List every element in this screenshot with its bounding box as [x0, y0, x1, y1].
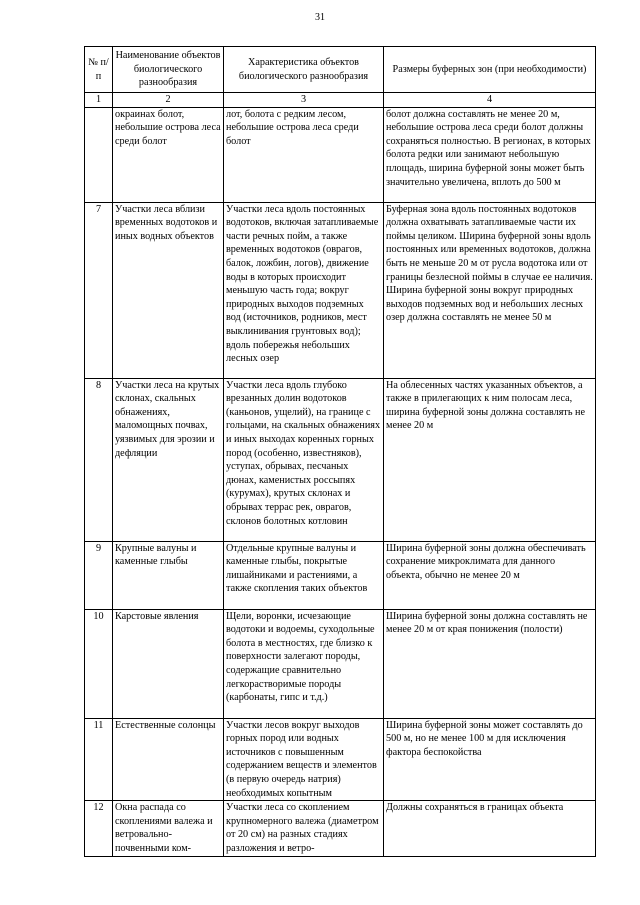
row-object-name: Участки леса на крутых склонах, скальных обнажениях, маломощных почвах, уязвимых для эрозии и дефляции [113, 378, 224, 541]
row-number: 7 [85, 202, 113, 378]
row-object-name: Крупные валуны и каменные глыбы [113, 541, 224, 609]
row-buffer-size: На облесенных частях указанных объектов, а также в прилегающих к ним полосам леса, ширина буферной зоны должна составлять не менее 20 м [384, 378, 596, 541]
table-row [85, 801, 596, 856]
table-row [85, 541, 596, 609]
row-object-name: окраинах болот, небольшие острова леса среди болот [113, 107, 224, 202]
table-row [85, 609, 596, 718]
row-number: 11 [85, 718, 113, 801]
row-characteristic: Щели, воронки, исчезающие водотоки и водоемы, суходольные болота в местностях, где близко к поверхности залегают породы, содержащие сравнительно легкорастворимые породы (карбонаты, гипс и т.д.) [224, 609, 384, 718]
row-buffer-size: Ширина буферной зоны должна обеспечивать сохранение микроклимата для данного объекта, обычно не менее 20 м [384, 541, 596, 609]
table-row [85, 718, 596, 801]
column-number: 1 [85, 93, 113, 108]
header-characteristic: Характеристика объектов биологического разнообразия [224, 47, 384, 93]
column-number-row [85, 93, 596, 108]
row-characteristic: лот, болота с редким лесом, небольшие острова леса среди болот [224, 107, 384, 202]
row-number: 8 [85, 378, 113, 541]
row-number [85, 107, 113, 202]
header-object-name: Наименование объектов биологического разнообразия [113, 47, 224, 93]
page-number: 31 [315, 12, 325, 23]
biodiversity-table [84, 46, 596, 857]
row-object-name: Окна распада со скоплениями валежа и ветровально-почвенными ком- [113, 801, 224, 856]
table-row [85, 107, 596, 202]
column-number: 4 [384, 93, 596, 108]
row-buffer-size: Буферная зона вдоль постоянных водотоков должна охватывать затапливаемые части их поймы целиком. Ширина буферной зоны вдоль постоянных или временных водотоков, должна быть не меньше 20 м от русла водотока или от границы безлесной поймы в случае ее наличия. Ширина буферной зоны вокруг природных выходов подземных вод и небольших лесных озер должна составлять не менее 50 м [384, 202, 596, 378]
column-number: 2 [113, 93, 224, 108]
column-number: 3 [224, 93, 384, 108]
table-row [85, 202, 596, 378]
row-characteristic: Участки леса со скоплением крупномерного валежа (диаметром от 20 см) на разных стадиях разложения и ветро- [224, 801, 384, 856]
row-buffer-size: Должны сохраняться в границах объекта [384, 801, 596, 856]
row-object-name: Участки леса вблизи временных водотоков и иных водных объектов [113, 202, 224, 378]
row-number: 12 [85, 801, 113, 856]
row-buffer-size: болот должна составлять не менее 20 м, небольшие острова леса среди болот должны сохраняться полностью. В регионах, в которых болота редки или занимают небольшую площадь, ширина буферной зоны может быть значительно увеличена, вплоть до 500 м [384, 107, 596, 202]
row-buffer-size: Ширина буферной зоны должна составлять не менее 20 м от края понижения (полости) [384, 609, 596, 718]
table-row [85, 378, 596, 541]
header-number: № п/п [85, 47, 113, 93]
row-characteristic: Участки леса вдоль глубоко врезанных долин водотоков (каньонов, ущелий), на границе с гольцами, на скальных обнажениях и иных выходах коренных горных пород (особенно, известняков), уступах, обрывах, песчаных дюнах, каменистых россыпях (курумах), крутых склонах и обрывах террас рек, оврагов, склонов болотных котловин [224, 378, 384, 541]
row-characteristic: Участки лесов вокруг выходов горных пород или водных источников с повышенным содержанием веществ и элементов (в первую очередь натрия) необходимых копытным [224, 718, 384, 801]
row-characteristic: Отдельные крупные валуны и каменные глыбы, покрытые лишайниками и растениями, а также скопления таких объектов [224, 541, 384, 609]
row-object-name: Карстовые явления [113, 609, 224, 718]
row-buffer-size: Ширина буферной зоны может составлять до 500 м, но не менее 100 м для исключения фактора беспокойства [384, 718, 596, 801]
table-header-row [85, 47, 596, 93]
row-number: 9 [85, 541, 113, 609]
header-buffer-size: Размеры буферных зон (при необходимости) [384, 47, 596, 93]
row-object-name: Естественные солонцы [113, 718, 224, 801]
row-number: 10 [85, 609, 113, 718]
row-characteristic: Участки леса вдоль постоянных водотоков, включая затапливаемые части речных пойм, а также временных водотоков (оврагов, балок, ложбин, логов), движение воды в которых происходит меньшую часть года; вокруг природных выходов подземных вод (источников, родников, мест выклинивания грунтовых вод); вдоль побережья небольших лесных озер [224, 202, 384, 378]
